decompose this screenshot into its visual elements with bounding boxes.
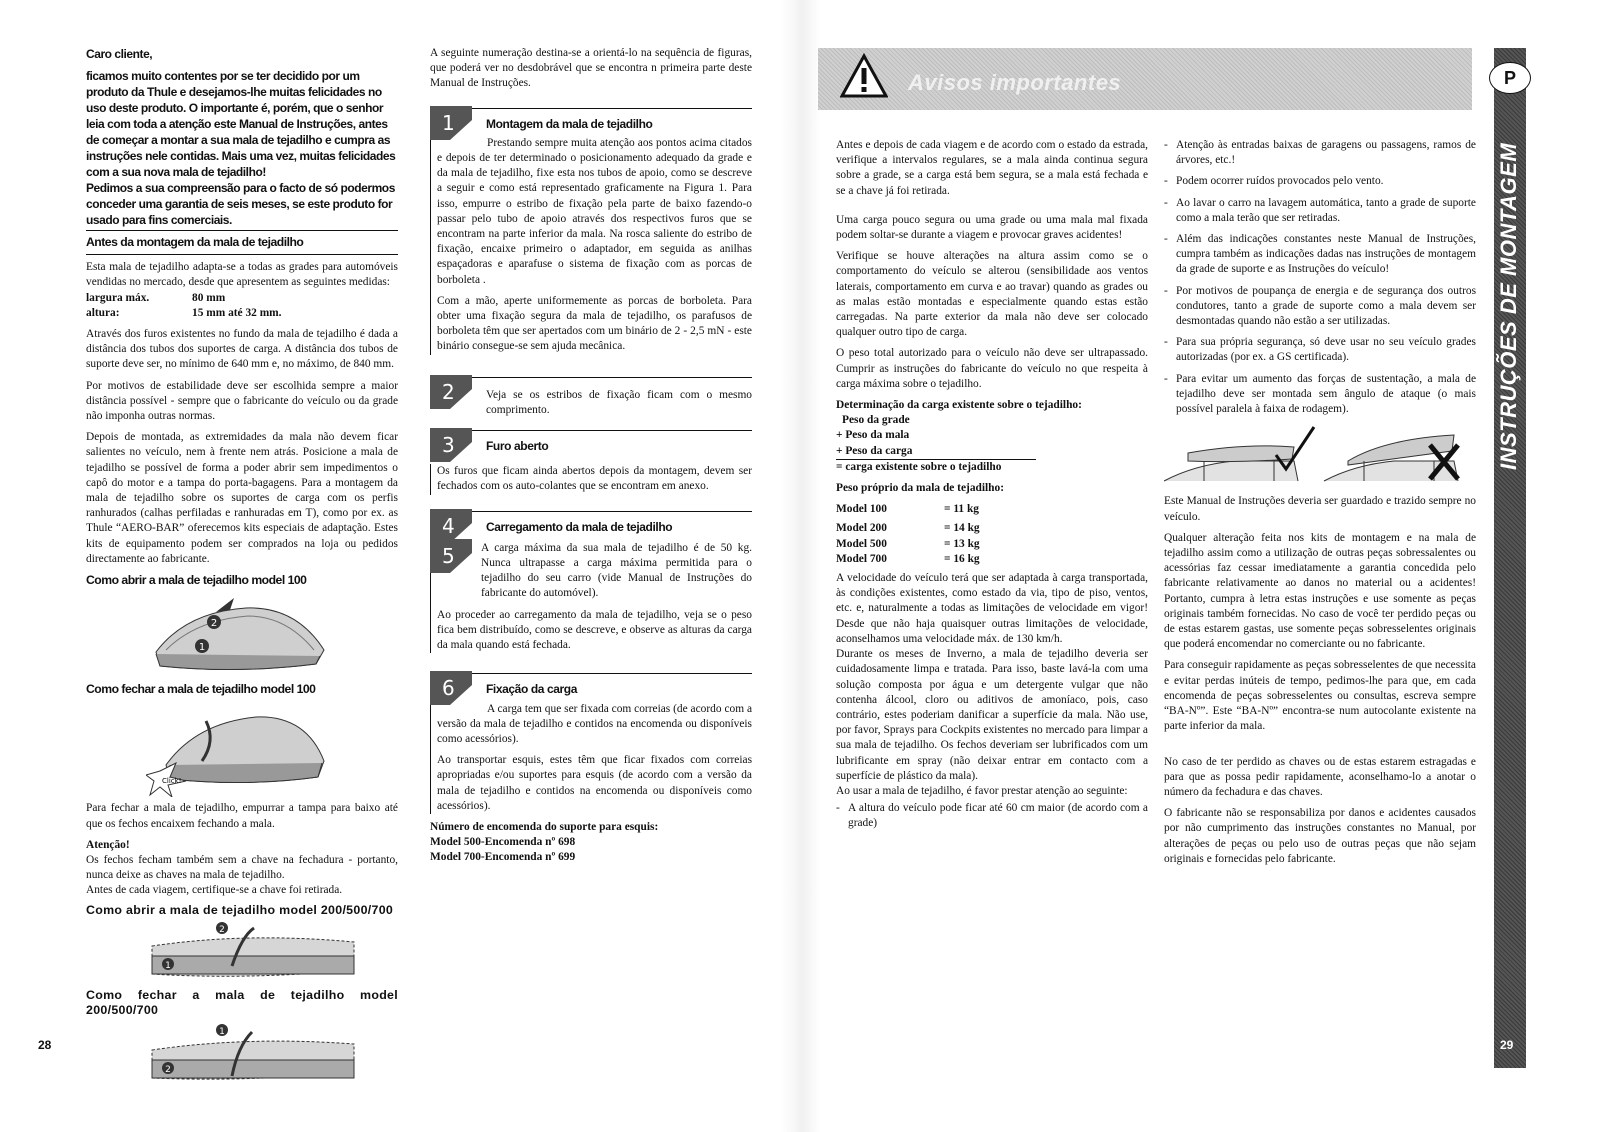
step-badge [430,671,472,705]
click-label: Click! [162,777,182,786]
svg-text:5: 5 [442,543,455,568]
step-extra: Ao transportar esquis, estes têm que ficar fixados com correias apropriadas e/ou suportes para esquis (de acordo com a versão da mala de tejadilho e contidos na encomenda ou disponíveis como acessórios). [437,754,752,812]
dimension-row [86,306,398,321]
step-2 [430,375,752,418]
step-5 [430,539,752,653]
load-calc-line: + Peso da mala [836,429,910,442]
list-item: - Para sua própria segurança, só deve usar no seu veículo grades autorizadas (por ex. a GS certificada). [1164,336,1476,364]
close-model-100-figure [146,701,326,797]
attention-title: Atenção! [86,838,130,851]
close-200-heading: Como fechar a mala de tejadilho model 200/500/700 [86,987,398,1018]
load-calc-line: Peso da grade [842,414,910,427]
keys-text: No caso de ter perdido as chaves ou de estas estarem estragadas e para que as possa pedir rapidamente, aconselhamo-lo a anotar o número da fechadura e das chaves. [1164,755,1476,798]
speed-text: A velocidade do veículo terá que ser adaptada à carga transportada, às condições existentes, como estado da via, tipo de piso, ventos, etc. e, naturalmente a todas as limitações de velocidade em vigor! Desde que não haja quaisquer outras limitações de velocidade, aconselhamos uma velocidade máx. de 130 km/h. [836,572,1148,645]
list-item: - Para evitar um aumento das forças de sustentação, a mala de tejadilho deve ser montada sem ângulo de ataque (o mais possível paralela à faixa de rodagem). [1164,372,1476,416]
greeting: Caro cliente, [86,47,153,61]
step-title: Furo aberto [486,439,549,454]
step-badge [430,509,472,543]
dimension-value: 80 mm [192,291,226,304]
step-title: Montagem da mala de tejadilho [486,116,653,131]
load-calc-result: = carga existente sobre o tejadilho [836,459,1036,475]
list-item: - Atenção às entradas baixas de garagens ou passagens, ramos de árvores, etc.! [1164,139,1476,167]
svg-text:3: 3 [442,433,455,458]
open-200-heading: Como abrir a mala de tejadilho model 200/500/700 [86,902,394,917]
step-extra: Com a mão, aperte uniformemente as porcas de borboleta. Para obter uma fixação segura da mala de tejadilho, os parafusos de borboleta têm que ser apertados com um binário de 2 - 2,5 mN - este binário consegue-se sem ajuda mecânica. [437,294,752,353]
step-4 [430,509,752,538]
dimension-value: 15 mm até 32 mm. [192,306,282,319]
middle-column [430,0,752,866]
svg-text:2: 2 [165,1065,171,1076]
warranty-text: Qualquer alteração feita nos kits de montagem e na mala de tejadilho assim como a utilização de outras peças sobressalentes ou acessórias faz cessar imediatamente a garantia concedida pelo fabricante relativamente ao danos no material ou a acidentes! Portanto, cumpra à letra estas instruções e use somente as peças originais também fornecidas. No caso de você ter perdido peças ou de estas estarem gastas, use somente peças sobresselentes originais que poderá encomendar no comerciante ou no fabricante. [1164,531,1476,651]
usage-intro: Ao usar a mala de tejadilho, é favor prestar atenção ao seguinte: [836,784,1128,797]
liability-text: O fabricante não se responsabiliza por danos e acidentes causados por não cumprimento das instruções constantes no Manual, por alterações de peças ou pelo uso de outras peças que não sejam originais e fornecidas pelo fabricante. [1164,807,1476,865]
incorrect-mounting-illustration [1324,435,1458,481]
step-badge [430,539,472,573]
ski-line: Model 700-Encomenda nº 699 [430,851,576,864]
model-weight-row: Model 100 = 11 kg [836,503,979,516]
list-item: - Ao lavar o carro na lavagem automática, tanto a grade de suporte como a mala terão que ser retiradas. [1164,196,1476,224]
warning-text: Verifique se houve alterações na altura assim como se o comportamento do veículo se alterou (sensibilidade aos ventos laterais, comportamento em curva e ao travar) quando as grades ou as malas estão montadas e especialmente quando estas estão carregadas. Na parte exterior da mala não deve ser colocado qualquer outro tipo de carga. [836,250,1148,339]
before-mount-heading: Antes da montagem da mala de tejadilho [86,235,304,249]
svg-text:1: 1 [198,642,206,654]
open-model-200-figure [146,922,360,984]
warning-text: O peso total autorizado para o veículo não deve ser ultrapassado. Cumprir as instruções do fabricante do veículo no que respeita à carga máxima sobre o tejadilho. [836,347,1148,390]
attention-text-2: Antes de cada viagem, certifique-se a chave foi retirada. [86,884,343,897]
open-model-100-figure [146,592,326,678]
page-number-left: 28 [38,1038,52,1052]
spare-parts-text: Para conseguir rapidamente as peças sobresselentes de que necessita e evitar perdas inúteis de tempo, pedimos-lhe para que, em cada encomenda de peças sobresselentes ou consultas, escreva sempre “BA-Nº”. Este “BA-Nº” encontra-se num autocolante existente na parte inferior da mala. [1164,659,1476,733]
intro-text: ficamos muito contentes por se ter decidido por um produto da Thule e desejamos-lhe muitas felicidades no uso deste produto. O importante é, porém, que o senhor leia com toda a atenção este Manual de Instruções, antes de começar a montar a sua mala de tejadilho e cumpra as instruções nele contidas. Mais uma vez, muitas felicidades com a sua nova mala de tejadilho! [86,69,396,179]
close-100-heading: Como fechar a mala de tejadilho model 100 [86,682,316,697]
ski-heading: Número de encomenda do suporte para esquis: [430,820,659,833]
svg-text:1: 1 [165,960,171,971]
svg-text:1: 1 [442,110,455,135]
step-text: A carga tem que ser fixada com correias (de acordo com a versão da mala de tejadilho e contidos na encomenda ou disponíveis como acessórios). [437,702,752,745]
intro-note: Pedimos a sua compreensão para o facto de só podermos conceder uma garantia de seis meses, se este produto for usado para fins comerciais. [86,181,395,227]
svg-text:2: 2 [210,618,218,630]
list-item: - Por motivos de poupança de energia e de segurança dos outros condutores, tanto a grade de suporte como a mala devem ser desmontadas quando não estão a ser utilizadas. [1164,284,1476,328]
step-1 [430,106,752,355]
warnings-column-1 [836,138,1148,838]
svg-text:2: 2 [442,379,455,404]
step-6 [430,671,752,814]
step-3 [430,428,752,495]
load-calc-heading: Determinação da carga existente sobre o tejadilho: [836,399,1082,412]
dimension-label: altura: [86,306,120,319]
language-badge: P [1489,62,1531,94]
step-title: Fixação da carga [486,682,577,697]
step-title: Carregamento da mala de tejadilho [486,519,673,534]
own-weight-heading: Peso próprio da mala de tejadilho: [836,482,1005,495]
before-mount-text-1: Esta mala de tejadilho adapta-se a todas as grades para automóveis vendidas no mercado, desde que apresentem as seguintes medidas: [86,261,398,289]
warning-text: Antes e depois de cada viagem e de acordo com o estado da estrada, verifique a intervalos regulares, se a mala ainda continua segura sobre a grade, se a carga está bem segura, se a mala está fechada e se a chave já foi retirada. [836,139,1148,197]
step-badge [430,375,472,409]
mounting-angle-figure [1164,425,1464,485]
warning-triangle-icon [840,52,888,100]
dimension-label: largura máx. [86,291,150,304]
step-badge [430,106,472,140]
warnings-column-2 [1164,138,1476,873]
before-mount-text-2: Através dos furos existentes no fundo da mala de tejadilho é dada a distância dos tubos dos suportes de carga. A distância dos tubos de suporte deve ser, no mínimo de 640 mm e, no máximo, de 840 mm. [86,328,398,371]
list-item: - Podem ocorrer ruídos provocados pelo vento. [1164,175,1384,188]
ski-line: Model 500-Encomenda nº 698 [430,836,576,849]
sequence-intro: A seguinte numeração destina-se a orientá-lo na sequência de figuras, que poderá ver no desdobrável que se encontra n primeira parte deste Manual de Instruções. [430,47,752,90]
warning-text: Uma carga pouco segura ou uma grade ou uma mala mal fixada podem soltar-se durante a viagem e provocar graves acidentes! [836,213,1148,242]
divider [86,230,398,231]
step-text: Os furos que ficam ainda abertos depois da montagem, devem ser fechados com os auto-colantes que se encontram em anexo. [437,465,752,493]
model-weight-row: Model 200 = 14 kg [836,522,980,535]
step-badge [430,428,472,462]
step-text: A carga máxima da sua mala de tejadilho é de 50 kg. Nunca ultrapasse a carga máxima permitida para o tejadilho do seu carro (vide Manual de Instruções do fabricante do automóvel). [481,541,752,600]
svg-text:4: 4 [442,513,455,538]
left-column [86,0,398,1092]
step-text: Prestando sempre muita atenção aos pontos acima citados e depois de ter determinado o posicionamento adequado da grade e da mala de tejadilho, fixe esta nos tubos de apoio, como se descreve a seguir e como está representado graficamente na Figura 1. Para isso, empurre o estribo de fixação pela parte de baixo fazendo-o passar pelo tubo de apoio através dos respectivos furos que se encontram na parte inferior da mala. Na rosca saliente do estribo de fixação, encaixe primeiro o adaptador, em seguida as anilhas espaçadoras e aparafuse o sistema de fixação com as porcas de borboleta . [437,136,752,286]
load-calc-line: + Peso da carga [836,444,913,457]
before-mount-text-3: Por motivos de estabilidade deve ser escolhida sempre a maior distância possível - sempre que o fabricante do veículo ou da grade não imponha outras normas. [86,379,398,423]
banner-title: Avisos importantes [908,70,1122,95]
list-item: - A altura do veículo pode ficar até 60 cm maior (de acordo com a grade) [836,802,1148,830]
close-instruction: Para fechar a mala de tejadilho, empurrar a tampa para baixo até que os fechos encaixem fechando a mala. [86,802,398,830]
attention-text: Os fechos fecham também sem a chave na fechadura - portanto, nunca deixe as chaves na mala de tejadilho. [86,854,398,882]
divider [86,254,398,255]
list-item: - Além das indicações constantes neste Manual de Instruções, cumpra também as indicações dadas nas instruções de montagem da grade de suporte e as Instruções do veículo! [1164,233,1476,276]
model-weight-row: Model 700 = 16 kg [836,552,980,565]
before-mount-text-4: Depois de montada, as extremidades da mala não devem ficar salientes no veículo, nem à frente nem atrás. Posicione a mala de tejadilho se possível de forma a poder abrir sem impedimentos o capô do motor e a tampa do porta-bagagens. Para a montagem da mala de tejadilho sobre os suportes de carga com os perfis ranhurados (calhas perfiladas e ranhuradas em T), como por ex. as Thule “AERO-BAR” oferecemos kits especiais de adaptação. Estes kits de equipamento podem ser comprados na loja ou pedidos directamente ao fabricante. [86,431,398,565]
model-weight-row: Model 500 = 13 kg [836,537,980,550]
close-model-200-figure [146,1022,360,1088]
page-number-right: 29 [1500,1038,1514,1052]
manual-keep-text: Este Manual de Instruções deveria ser guardado e trazido sempre no veículo. [1164,495,1476,523]
sidebar-title: INSTRUÇÕES DE MONTAGEM [1496,142,1521,470]
open-100-heading: Como abrir a mala de tejadilho model 100 [86,573,307,588]
svg-text:6: 6 [442,676,455,701]
step-text: Veja se os estribos de fixação ficam com o mesmo comprimento. [486,388,752,416]
svg-text:1: 1 [219,1027,225,1038]
svg-text:2: 2 [219,924,225,935]
step-extra: Ao proceder ao carregamento da mala de tejadilho, veja se o peso fica bem distribuído, como se descreve, e observe as alturas da carga da mala quando está fechada. [437,608,752,652]
dimension-row [86,291,398,306]
correct-mounting-illustration [1164,427,1314,481]
winter-care-text: Durante os meses de Inverno, a mala de tejadilho deveria ser cuidadosamente limpa e tratada. Para isso, baste lavá-la com uma solução composta por água e um detergente vulgar que não contenha álcool, cloro ou aditivos de amoníaco, pois, caso contrário, estes poderiam danificar a superfície da mala. Não use, por favor, Sprays para Cockpits existentes no mercado para limpar a sua mala de tejadilho. Os fechos deveriam ser lubrificados com um lubrificante em spray (não deixar entrar em contacto com a superfície de plástico da mala). [836,648,1148,782]
